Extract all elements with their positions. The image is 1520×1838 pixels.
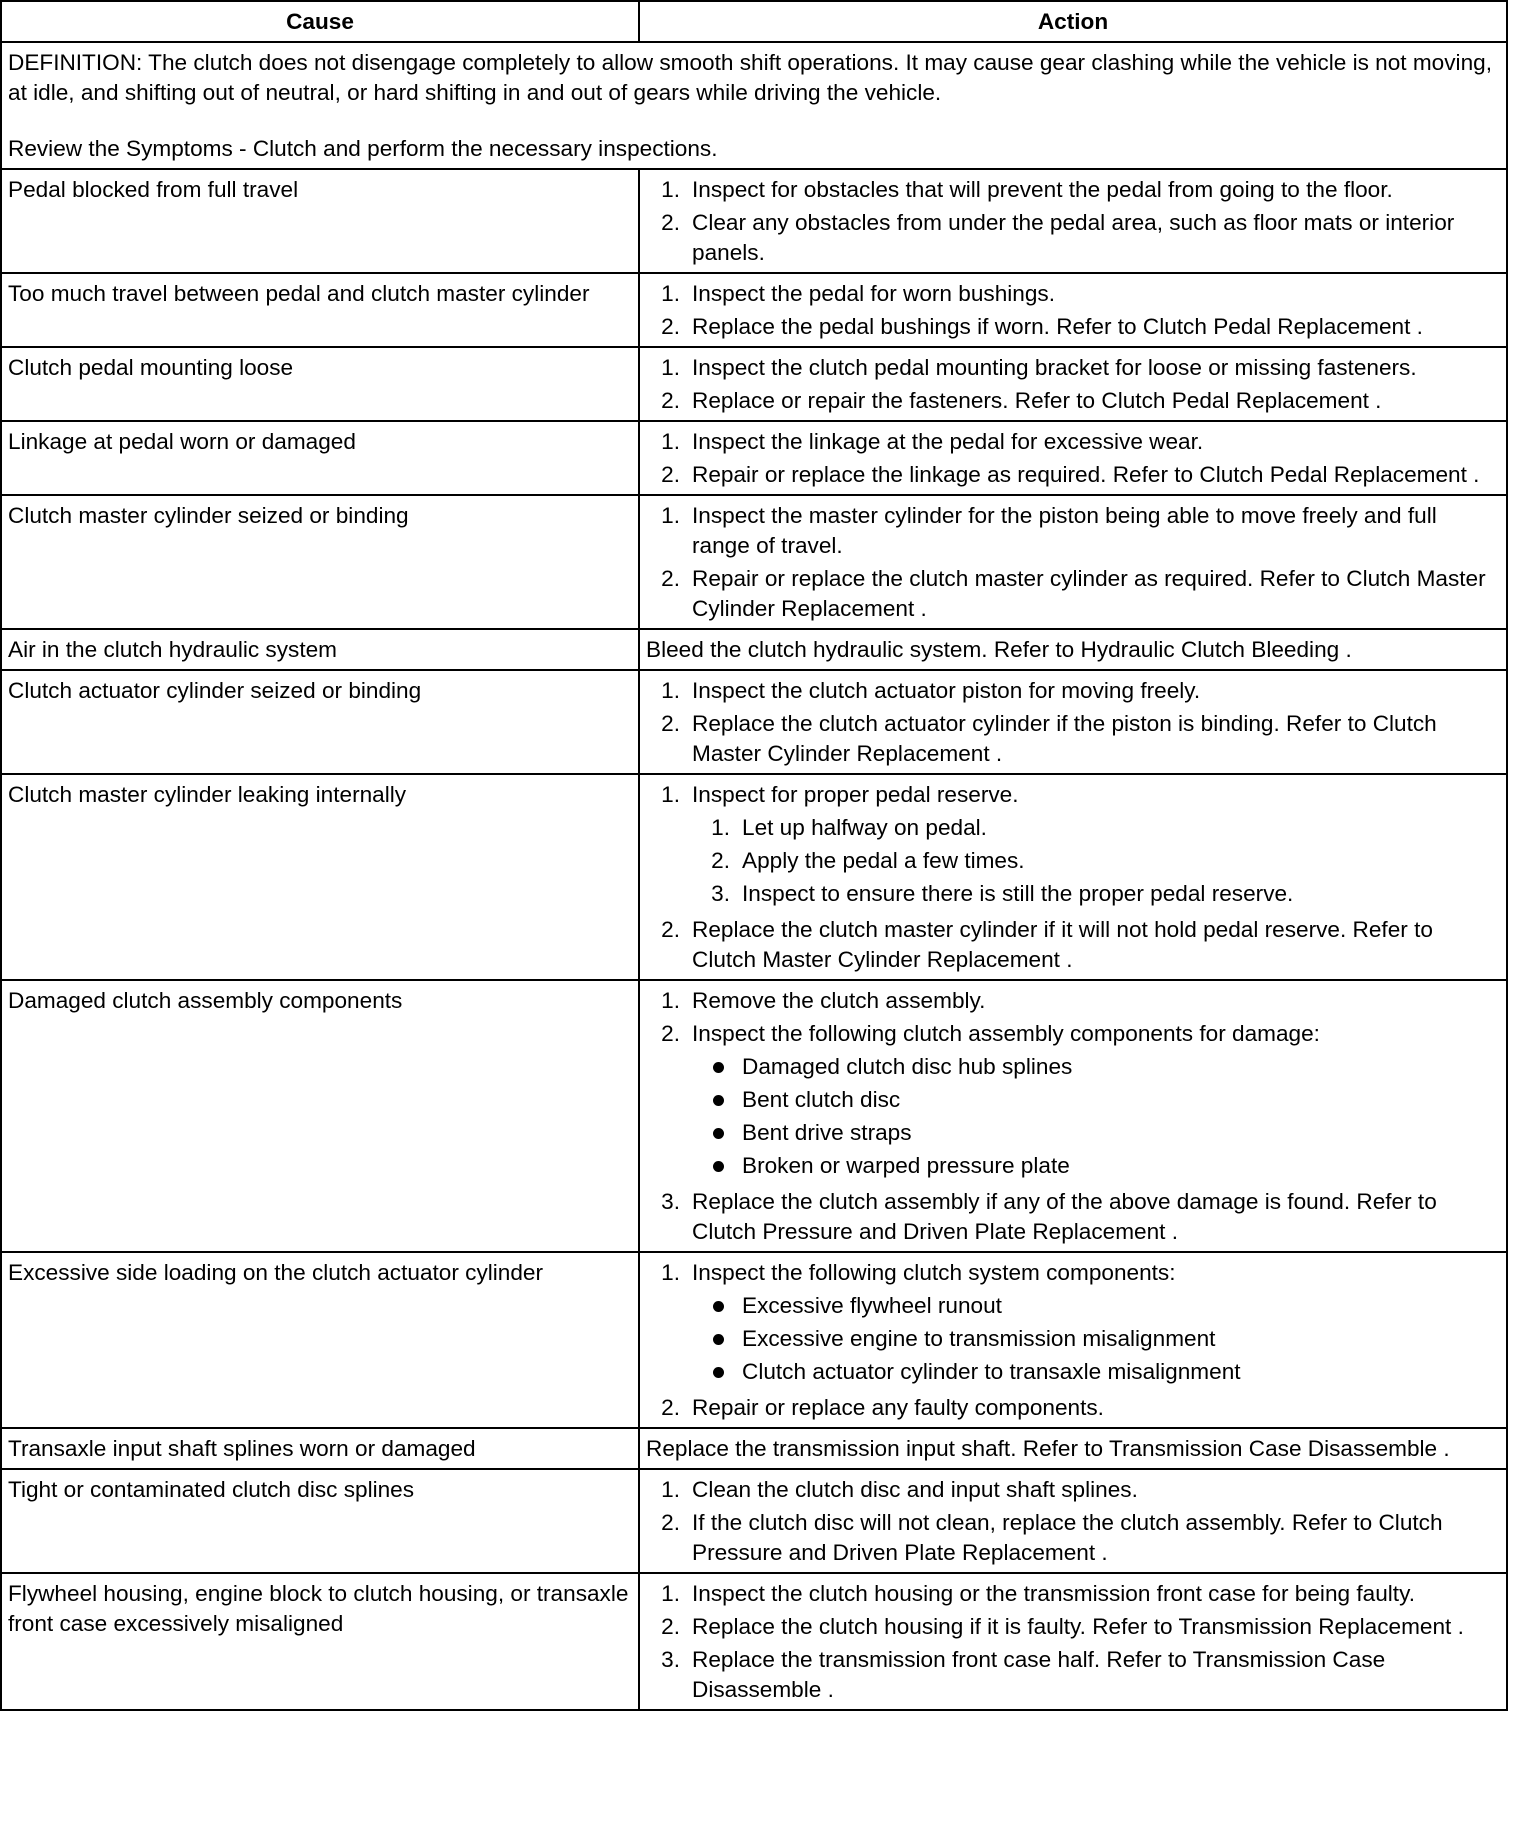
step-content bbox=[692, 427, 1500, 457]
step-content bbox=[692, 1019, 1500, 1184]
bullet-list bbox=[692, 1291, 1500, 1387]
bullet-text: Excessive flywheel runout bbox=[742, 1293, 1002, 1318]
table-row bbox=[1, 1469, 1507, 1573]
step-number: 2. bbox=[661, 566, 680, 591]
step-content bbox=[692, 780, 1500, 912]
step-content bbox=[692, 175, 1500, 205]
action-cell bbox=[639, 347, 1507, 421]
step-number: 2. bbox=[661, 1021, 680, 1046]
cause-cell: Linkage at pedal worn or damaged bbox=[1, 421, 639, 495]
action-cell bbox=[639, 980, 1507, 1252]
bullet-dot-icon bbox=[713, 1301, 724, 1312]
definition-text: DEFINITION: The clutch does not disengage completely to allow smooth shift operations. It may cause gear clashing while the vehicle is not moving, at idle, and shifting out of neutral, or hard shifting in and out of gears while driving the vehicle. bbox=[8, 50, 1492, 105]
step-content bbox=[692, 1258, 1500, 1390]
step-item bbox=[646, 208, 1500, 268]
step-item bbox=[646, 460, 1500, 490]
step-number: 2. bbox=[661, 388, 680, 413]
action-cell bbox=[639, 1428, 1507, 1469]
step-text: Inspect the following clutch assembly components for damage: bbox=[692, 1021, 1320, 1046]
table-row bbox=[1, 1428, 1507, 1469]
step-content bbox=[692, 564, 1500, 624]
step-text: Inspect for obstacles that will prevent the pedal from going to the floor. bbox=[692, 177, 1393, 202]
step-item bbox=[646, 709, 1500, 769]
step-item bbox=[646, 353, 1500, 383]
step-item bbox=[646, 1187, 1500, 1247]
definition-row bbox=[1, 42, 1507, 169]
step-item bbox=[646, 986, 1500, 1016]
action-cell bbox=[639, 421, 1507, 495]
table-row bbox=[1, 421, 1507, 495]
cause-cell: Transaxle input shaft splines worn or damaged bbox=[1, 1428, 639, 1469]
step-content bbox=[692, 986, 1500, 1016]
sub-step-text: Inspect to ensure there is still the proper pedal reserve. bbox=[742, 881, 1294, 906]
cause-cell: Clutch pedal mounting loose bbox=[1, 347, 639, 421]
step-item bbox=[646, 427, 1500, 457]
step-content bbox=[692, 501, 1500, 561]
bullet-dot-icon bbox=[713, 1161, 724, 1172]
step-text: Inspect the clutch pedal mounting bracket for loose or missing fasteners. bbox=[692, 355, 1417, 380]
step-text: Inspect the master cylinder for the piston being able to move freely and full range of travel. bbox=[692, 503, 1437, 558]
action-cell bbox=[639, 774, 1507, 980]
bullet-text: Damaged clutch disc hub splines bbox=[742, 1054, 1073, 1079]
step-list bbox=[646, 279, 1500, 342]
step-text: Remove the clutch assembly. bbox=[692, 988, 986, 1013]
step-content bbox=[692, 1645, 1500, 1705]
step-number: 2. bbox=[661, 711, 680, 736]
step-item bbox=[646, 780, 1500, 912]
step-item bbox=[646, 1612, 1500, 1642]
bullet-marker bbox=[692, 1324, 742, 1354]
step-content bbox=[692, 915, 1500, 975]
step-number: 2. bbox=[661, 1510, 680, 1535]
step-item bbox=[646, 1508, 1500, 1568]
step-content bbox=[692, 1579, 1500, 1609]
step-number: 1. bbox=[661, 1581, 680, 1606]
cause-cell: Excessive side loading on the clutch actuator cylinder bbox=[1, 1252, 639, 1428]
step-content bbox=[692, 279, 1500, 309]
step-number: 2. bbox=[661, 917, 680, 942]
step-number: 1. bbox=[661, 355, 680, 380]
cause-cell: Clutch master cylinder seized or binding bbox=[1, 495, 639, 629]
cause-cell: Damaged clutch assembly components bbox=[1, 980, 639, 1252]
action-cell bbox=[639, 1573, 1507, 1710]
table-row bbox=[1, 980, 1507, 1252]
bullet-text: Clutch actuator cylinder to transaxle misalignment bbox=[742, 1359, 1241, 1384]
step-list bbox=[646, 986, 1500, 1247]
bullet-marker bbox=[692, 1291, 742, 1321]
step-number: 1. bbox=[661, 177, 680, 202]
review-text: Review the Symptoms - Clutch and perform the necessary inspections. bbox=[8, 136, 718, 161]
step-content bbox=[692, 1187, 1500, 1247]
step-text: Clean the clutch disc and input shaft splines. bbox=[692, 1477, 1138, 1502]
step-text: Inspect the following clutch system components: bbox=[692, 1260, 1176, 1285]
bullet-item bbox=[692, 1357, 1500, 1387]
table-row bbox=[1, 1252, 1507, 1428]
step-item bbox=[646, 1393, 1500, 1423]
step-item bbox=[646, 1579, 1500, 1609]
bullet-list bbox=[692, 1052, 1500, 1181]
step-list bbox=[646, 676, 1500, 769]
step-item bbox=[646, 175, 1500, 205]
step-content bbox=[692, 1393, 1500, 1423]
step-number: 1. bbox=[661, 1477, 680, 1502]
table-row bbox=[1, 629, 1507, 670]
step-content bbox=[692, 312, 1500, 342]
action-column-header: Action bbox=[639, 1, 1507, 42]
bullet-text: Excessive engine to transmission misalignment bbox=[742, 1326, 1216, 1351]
step-number: 2. bbox=[661, 1395, 680, 1420]
step-number: 1. bbox=[661, 988, 680, 1013]
step-item bbox=[646, 564, 1500, 624]
step-text: Repair or replace the clutch master cylinder as required. Refer to Clutch Master Cylinder Replacement . bbox=[692, 566, 1486, 621]
step-number: 1. bbox=[661, 503, 680, 528]
bullet-marker bbox=[692, 1118, 742, 1148]
step-item bbox=[646, 1019, 1500, 1184]
bullet-dot-icon bbox=[713, 1062, 724, 1073]
step-number: 2. bbox=[661, 210, 680, 235]
table-row bbox=[1, 347, 1507, 421]
bullet-item bbox=[692, 1151, 1500, 1181]
step-text: Inspect for proper pedal reserve. bbox=[692, 782, 1019, 807]
step-text: Inspect the linkage at the pedal for excessive wear. bbox=[692, 429, 1204, 454]
sub-step-item bbox=[692, 879, 1500, 909]
step-text: Replace the clutch master cylinder if it will not hold pedal reserve. Refer to Clutch Master Cylinder Replacement . bbox=[692, 917, 1433, 972]
sub-step-number: 1. bbox=[711, 815, 730, 840]
action-cell bbox=[639, 629, 1507, 670]
step-content bbox=[692, 460, 1500, 490]
bullet-dot-icon bbox=[713, 1095, 724, 1106]
step-text: Replace the clutch housing if it is faulty. Refer to Transmission Replacement . bbox=[692, 1614, 1464, 1639]
step-number: 2. bbox=[661, 462, 680, 487]
step-text: Clear any obstacles from under the pedal area, such as floor mats or interior panels. bbox=[692, 210, 1455, 265]
step-number: 2. bbox=[661, 1614, 680, 1639]
step-list bbox=[646, 1475, 1500, 1568]
bullet-dot-icon bbox=[713, 1334, 724, 1345]
step-content bbox=[692, 386, 1500, 416]
sub-step-text: Apply the pedal a few times. bbox=[742, 848, 1025, 873]
bullet-item bbox=[692, 1291, 1500, 1321]
step-number: 1. bbox=[661, 782, 680, 807]
step-item bbox=[646, 676, 1500, 706]
table-row bbox=[1, 495, 1507, 629]
action-cell bbox=[639, 169, 1507, 273]
table-body bbox=[1, 42, 1507, 1710]
cause-cell: Air in the clutch hydraulic system bbox=[1, 629, 639, 670]
step-content bbox=[692, 208, 1500, 268]
step-list bbox=[646, 501, 1500, 624]
step-text: Replace or repair the fasteners. Refer to Clutch Pedal Replacement . bbox=[692, 388, 1382, 413]
bullet-item bbox=[692, 1324, 1500, 1354]
step-item bbox=[646, 1475, 1500, 1505]
step-number: 2. bbox=[661, 314, 680, 339]
step-content bbox=[692, 1612, 1500, 1642]
step-content bbox=[692, 1475, 1500, 1505]
table-row bbox=[1, 169, 1507, 273]
table-row bbox=[1, 774, 1507, 980]
step-text: Replace the clutch actuator cylinder if the piston is binding. Refer to Clutch Master Cylinder Replacement . bbox=[692, 711, 1437, 766]
step-item bbox=[646, 1258, 1500, 1390]
bullet-item bbox=[692, 1085, 1500, 1115]
step-text: Replace the clutch assembly if any of the above damage is found. Refer to Clutch Pressure and Driven Plate Replacement . bbox=[692, 1189, 1437, 1244]
step-item bbox=[646, 1645, 1500, 1705]
step-item bbox=[646, 915, 1500, 975]
step-number: 3. bbox=[661, 1189, 680, 1214]
step-list bbox=[646, 780, 1500, 975]
sub-step-item bbox=[692, 813, 1500, 843]
step-content bbox=[692, 709, 1500, 769]
action-text: Replace the transmission input shaft. Refer to Transmission Case Disassemble . bbox=[646, 1436, 1450, 1461]
step-number: 1. bbox=[661, 281, 680, 306]
bullet-item bbox=[692, 1052, 1500, 1082]
step-item bbox=[646, 501, 1500, 561]
cause-column-header: Cause bbox=[1, 1, 639, 42]
step-number: 1. bbox=[661, 1260, 680, 1285]
step-text: Replace the transmission front case half. Refer to Transmission Case Disassemble . bbox=[692, 1647, 1386, 1702]
bullet-marker bbox=[692, 1151, 742, 1181]
step-text: Repair or replace any faulty components. bbox=[692, 1395, 1104, 1420]
bullet-marker bbox=[692, 1052, 742, 1082]
cause-cell: Too much travel between pedal and clutch master cylinder bbox=[1, 273, 639, 347]
table-row bbox=[1, 273, 1507, 347]
bullet-item bbox=[692, 1118, 1500, 1148]
sub-step-number: 2. bbox=[711, 848, 730, 873]
step-text: If the clutch disc will not clean, replace the clutch assembly. Refer to Clutch Pressure and Driven Plate Replacement . bbox=[692, 1510, 1443, 1565]
header-row bbox=[1, 1, 1507, 42]
cause-cell: Pedal blocked from full travel bbox=[1, 169, 639, 273]
action-cell bbox=[639, 495, 1507, 629]
step-content bbox=[692, 1508, 1500, 1568]
step-list bbox=[646, 1579, 1500, 1705]
step-text: Replace the pedal bushings if worn. Refer to Clutch Pedal Replacement . bbox=[692, 314, 1423, 339]
action-cell bbox=[639, 273, 1507, 347]
step-item bbox=[646, 386, 1500, 416]
step-list bbox=[646, 1258, 1500, 1423]
bullet-marker bbox=[692, 1357, 742, 1387]
table-row bbox=[1, 1573, 1507, 1710]
step-number: 1. bbox=[661, 429, 680, 454]
step-list bbox=[646, 427, 1500, 490]
sub-step-list bbox=[692, 813, 1500, 909]
step-number: 3. bbox=[661, 1647, 680, 1672]
step-content bbox=[692, 676, 1500, 706]
step-text: Repair or replace the linkage as required. Refer to Clutch Pedal Replacement . bbox=[692, 462, 1480, 487]
sub-step-item bbox=[692, 846, 1500, 876]
definition-cell bbox=[1, 42, 1507, 169]
action-cell bbox=[639, 1469, 1507, 1573]
step-number: 1. bbox=[661, 678, 680, 703]
step-list bbox=[646, 353, 1500, 416]
table-row bbox=[1, 670, 1507, 774]
step-text: Inspect the clutch actuator piston for moving freely. bbox=[692, 678, 1201, 703]
bullet-text: Bent clutch disc bbox=[742, 1087, 901, 1112]
step-list bbox=[646, 175, 1500, 268]
sub-step-number: 3. bbox=[711, 881, 730, 906]
action-cell bbox=[639, 1252, 1507, 1428]
step-text: Inspect the pedal for worn bushings. bbox=[692, 281, 1055, 306]
bullet-text: Broken or warped pressure plate bbox=[742, 1153, 1070, 1178]
action-cell bbox=[639, 670, 1507, 774]
bullet-dot-icon bbox=[713, 1128, 724, 1139]
cause-cell: Clutch actuator cylinder seized or binding bbox=[1, 670, 639, 774]
step-item bbox=[646, 312, 1500, 342]
step-text: Inspect the clutch housing or the transmission front case for being faulty. bbox=[692, 1581, 1415, 1606]
sub-step-text: Let up halfway on pedal. bbox=[742, 815, 987, 840]
cause-cell: Tight or contaminated clutch disc splines bbox=[1, 1469, 639, 1573]
action-text: Bleed the clutch hydraulic system. Refer to Hydraulic Clutch Bleeding . bbox=[646, 637, 1352, 662]
bullet-dot-icon bbox=[713, 1367, 724, 1378]
step-content bbox=[692, 353, 1500, 383]
bullet-marker bbox=[692, 1085, 742, 1115]
step-item bbox=[646, 279, 1500, 309]
cause-cell: Clutch master cylinder leaking internally bbox=[1, 774, 639, 980]
cause-cell: Flywheel housing, engine block to clutch housing, or transaxle front case excessively misaligned bbox=[1, 1573, 639, 1710]
bullet-text: Bent drive straps bbox=[742, 1120, 912, 1145]
